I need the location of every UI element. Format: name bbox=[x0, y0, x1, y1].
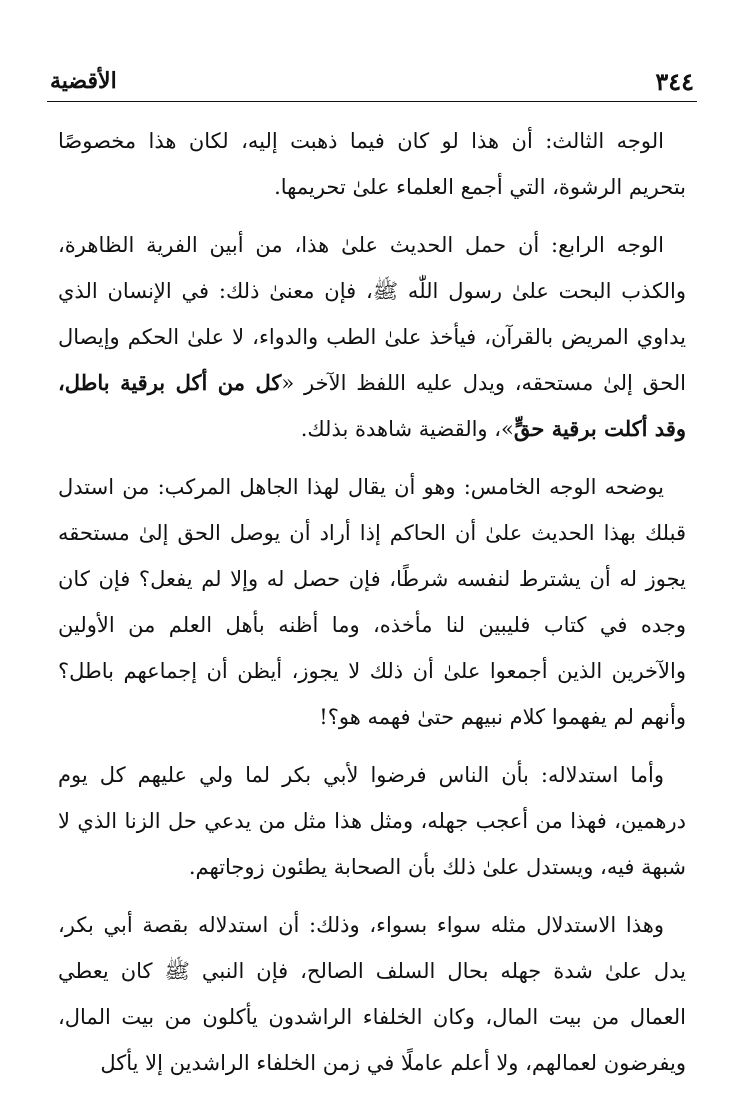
hadith-quote-bold: كل من أكل برقية باطل، وقد أكلت برقية حقٍّ bbox=[58, 370, 686, 441]
paragraph-text: وأما استدلاله: بأن الناس فرضوا لأبي بكر لما ولي عليهم كل يوم درهمين، فهذا من أعجب جهله، ومثل هذا مثل من يدعي حل الزنا الذي لا شبهة فيه، ويستدل علىٰ ذلك بأن الصحابة يطئون زوجاتهم. bbox=[58, 763, 686, 879]
paragraph-text: »، والقضية شاهدة بذلك. bbox=[300, 417, 514, 441]
paragraph-inference bbox=[58, 752, 686, 890]
paragraph-text: يوضحه الوجه الخامس: وهو أن يقال لهذا الجاهل المركب: من استدل قبلك بهذا الحديث علىٰ أن الحاكم إذا أراد أن يوصل الحق إلىٰ مستحقه يجوز له أن يشترط لنفسه شرطًا، فإن حصل له وإلا لم يفعل؟ فإن كان وجده في كتاب فليبين لنا مأخذه، وما أظنه بأهل العلم من الأولين والآخرين الذين أجمعوا علىٰ أن ذلك لا يجوز، أيظن أن إجماعهم باطل؟ وأنهم لم يفهموا كلام نبيهم حتىٰ فهمه هو؟! bbox=[58, 475, 686, 729]
page-body bbox=[58, 118, 686, 1098]
paragraph-fifth-aspect bbox=[58, 464, 686, 740]
paragraph-text: الوجه الرابع: أن حمل الحديث علىٰ هذا، من أبين الفرية الظاهرة، والكذب البحت علىٰ رسول اللّٰه ﷺ، فإن معنىٰ ذلك: في الإنسان الذي يداوي المريض بالقرآن، فيأخذ علىٰ الطب والدواء، لا علىٰ الحكم وإيصال الحق إلىٰ مستحقه، ويدل عليه اللفظ الآخر « bbox=[58, 233, 686, 395]
paragraph-abu-bakr bbox=[58, 902, 686, 1086]
page-header bbox=[50, 64, 694, 98]
header-rule bbox=[47, 101, 697, 102]
page-number: ٣٤٤ bbox=[655, 66, 694, 96]
running-title: الأقضية bbox=[50, 68, 117, 94]
paragraph-third-aspect bbox=[58, 118, 686, 210]
paragraph-text: وهذا الاستدلال مثله سواء بسواء، وذلك: أن استدلاله بقصة أبي بكر، يدل علىٰ شدة جهله بحال السلف الصالح، فإن النبي ﷺ كان يعطي العمال من بيت المال، وكان الخلفاء الراشدون يأكلون من بيت المال، ويفرضون لعمالهم، ولا أعلم عاملًا في زمن الخلفاء الراشدين إلا يأكل bbox=[58, 913, 686, 1075]
paragraph-text: الوجه الثالث: أن هذا لو كان فيما ذهبت إليه، لكان هذا مخصوصًا بتحريم الرشوة، التي أجمع العلماء علىٰ تحريمها. bbox=[58, 129, 686, 199]
paragraph-fourth-aspect bbox=[58, 222, 686, 452]
